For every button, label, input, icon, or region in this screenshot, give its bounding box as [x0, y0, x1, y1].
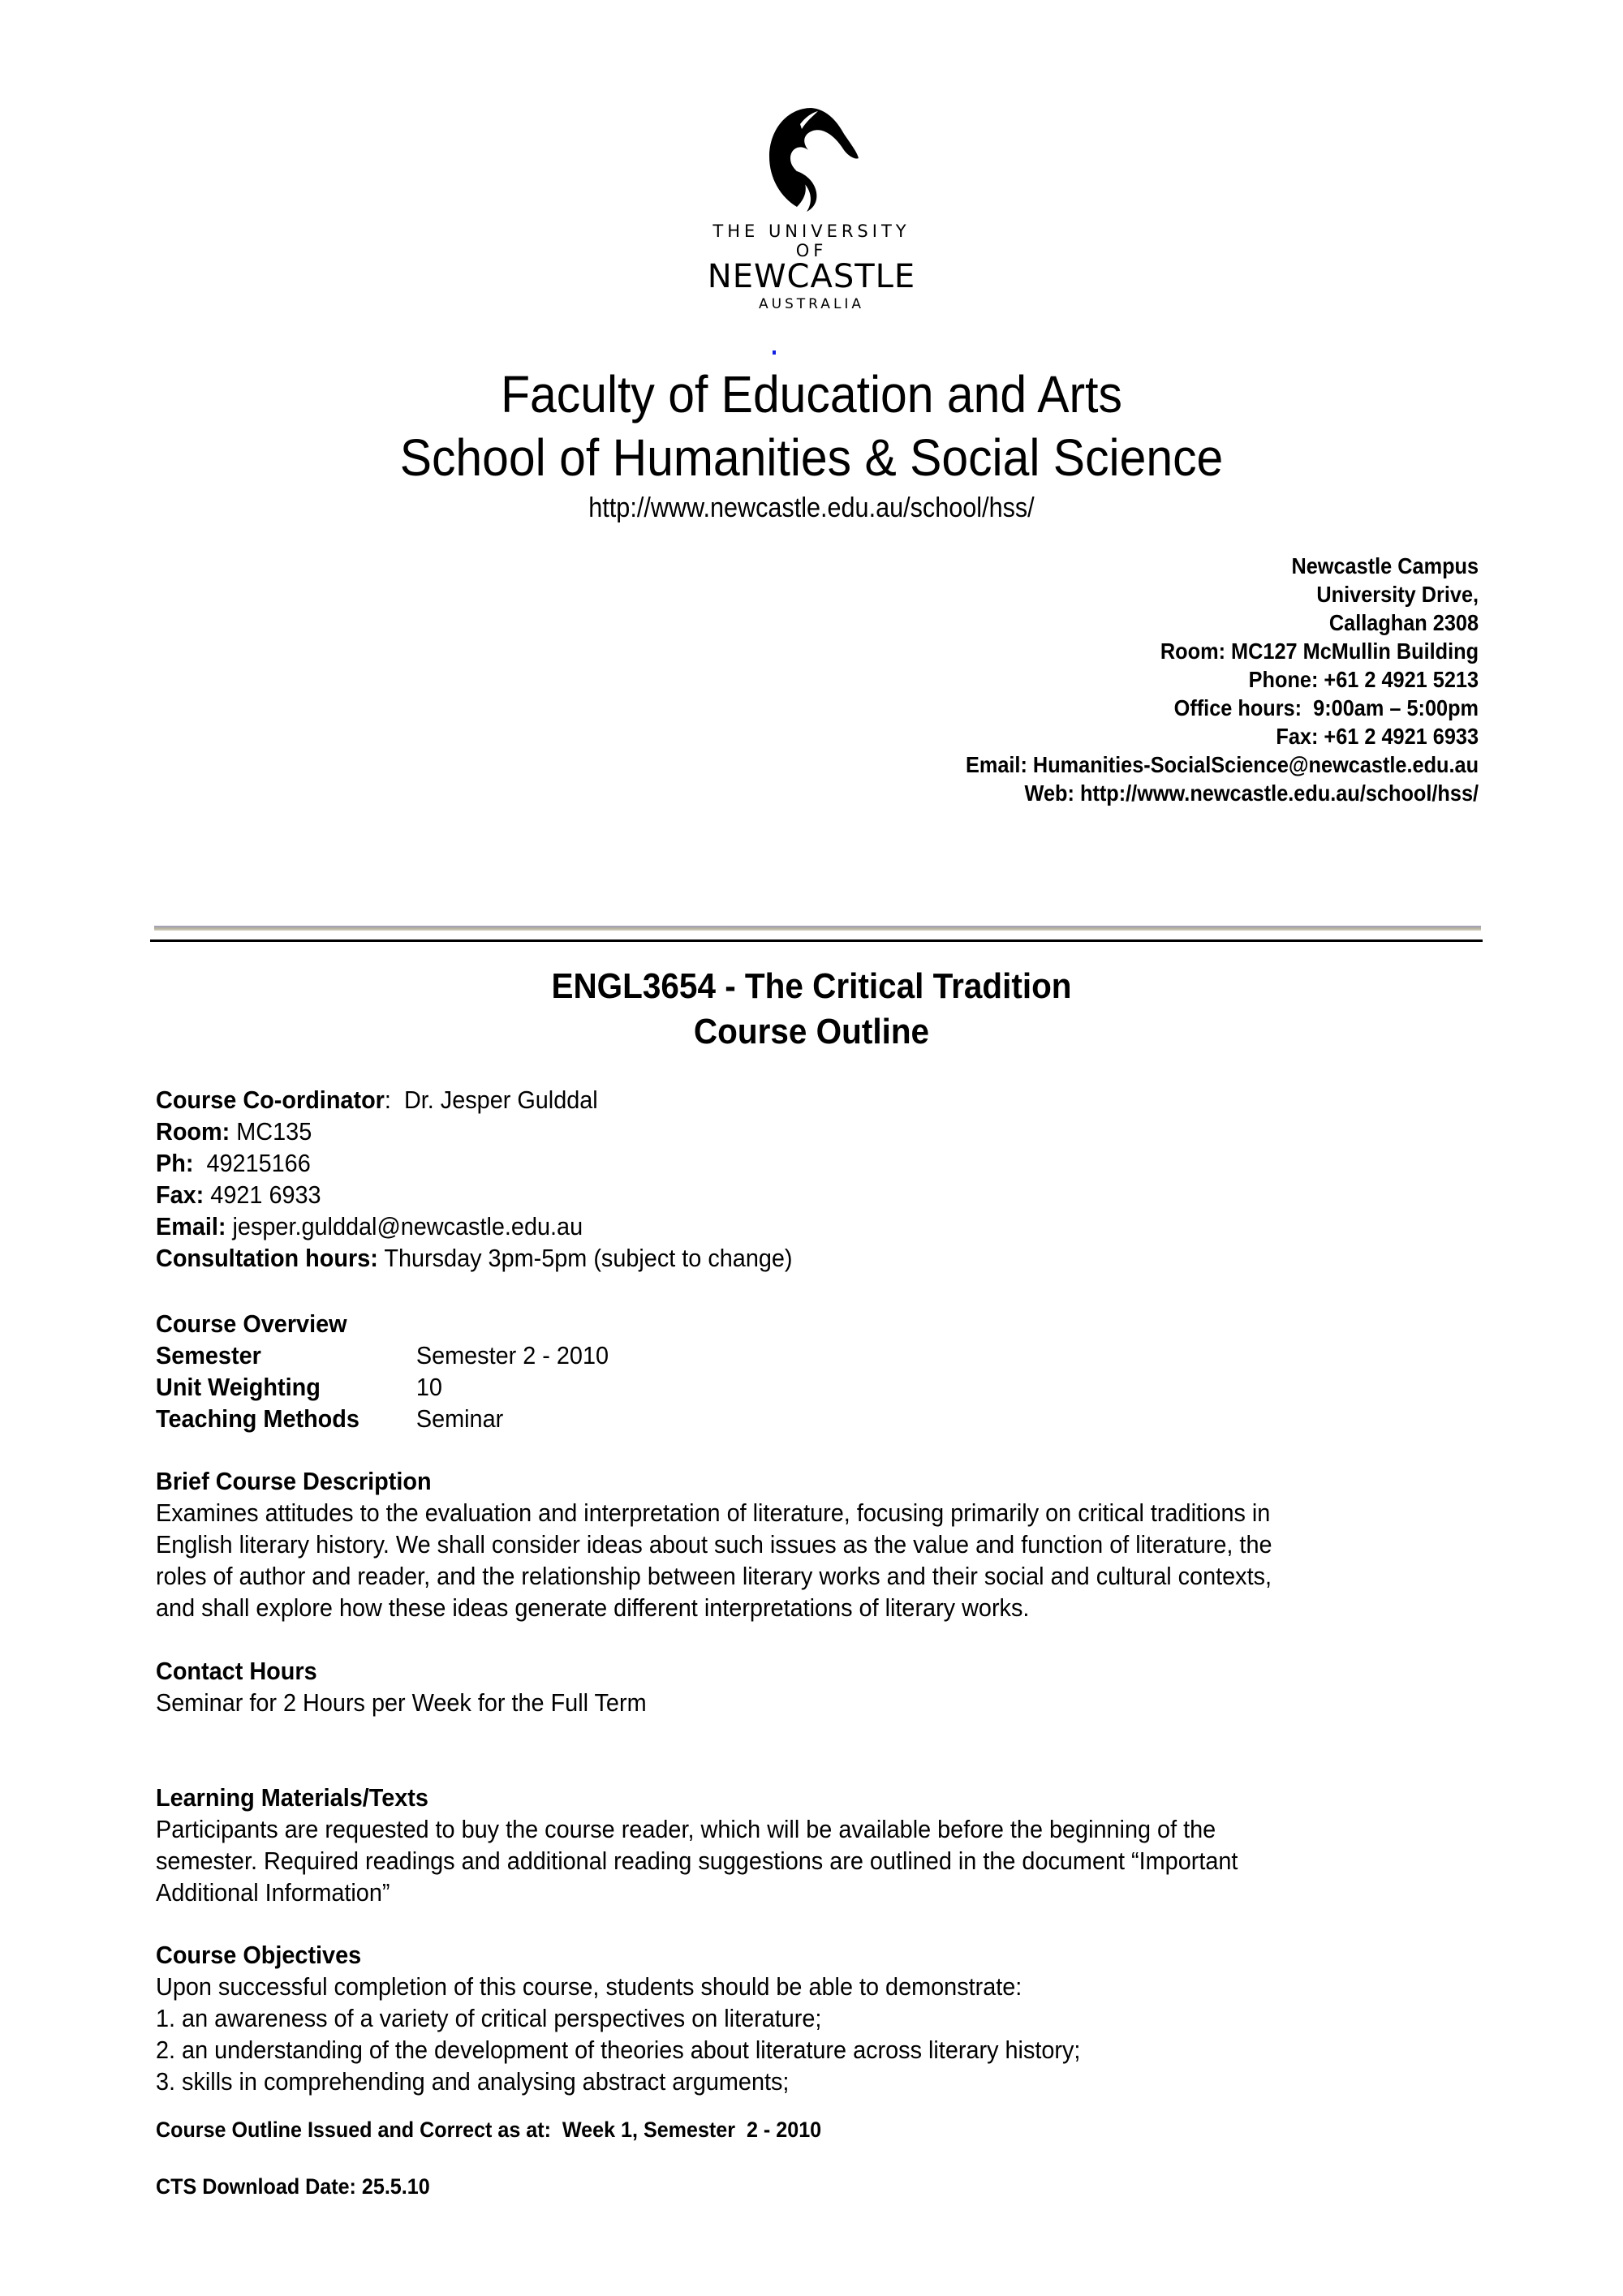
phone-label: Ph:: [156, 1149, 194, 1177]
overview-row: [156, 1403, 609, 1434]
logo-line-3: AUSTRALIA: [758, 296, 865, 312]
fax-value: 4921 6933: [204, 1180, 321, 1209]
room-row: [156, 1116, 793, 1147]
objective-item: 3. skills in comprehending and analysing abstract arguments;: [156, 2067, 790, 2096]
contact-line-street: University Drive,: [1316, 582, 1479, 607]
learning-materials: [156, 1782, 1238, 1908]
school-url[interactable]: http://www.newcastle.edu.au/school/hss/: [588, 492, 1035, 523]
materials-heading: Learning Materials/Texts: [156, 1783, 428, 1812]
stray-mark: [773, 350, 776, 355]
objectives-heading: Course Objectives: [156, 1941, 362, 1969]
course-subtitle: Course Outline: [693, 1012, 930, 1051]
coordinator-value: Dr. Jesper Gulddal: [403, 1086, 598, 1114]
description-line: Examines attitudes to the evaluation and interpretation of literature, focusing primarily on critical traditions in: [156, 1498, 1271, 1527]
objective-item: 1. an awareness of a variety of critical perspectives on literature;: [156, 2004, 822, 2032]
fax-row: [156, 1179, 793, 1210]
issued-statement: Course Outline Issued and Correct as at: Week 1, Semester 2 - 2010: [156, 2118, 822, 2142]
logo-line-2: NEWCASTLE: [707, 258, 916, 295]
coordinator-details: [156, 1084, 793, 1274]
logo-line-1: THE UNIVERSITY OF: [712, 221, 911, 260]
room-value: MC135: [230, 1117, 312, 1146]
contact-line-campus: Newcastle Campus: [1291, 553, 1479, 578]
contact-line-suburb: Callaghan 2308: [1328, 610, 1479, 635]
school-contact-block: [966, 552, 1479, 807]
faculty-title: Faculty of Education and Arts: [501, 365, 1122, 424]
overview-label: Unit Weighting: [156, 1373, 321, 1401]
overview-label: Semester: [156, 1341, 261, 1369]
fax-label: Fax:: [156, 1180, 204, 1209]
overview-value: Semester 2 - 2010: [415, 1341, 609, 1369]
course-title: ENGL3654 - The Critical Tradition: [551, 966, 1072, 1006]
objective-item: 2. an understanding of the development of theories about literature across literary history;: [156, 2036, 1081, 2064]
contact-line-fax: Fax: +61 2 4921 6933: [1276, 724, 1479, 749]
contact-hours: [156, 1655, 647, 1718]
materials-line: semester. Required readings and additional reading suggestions are outlined in the document “Important: [156, 1847, 1238, 1875]
objectives-intro: Upon successful completion of this course, students should be able to demonstrate:: [156, 1972, 1022, 2001]
phone-value: 49215166: [193, 1149, 311, 1177]
contact-line-room: Room: MC127 McMullin Building: [1160, 638, 1479, 664]
description-line: and shall explore how these ideas generate different interpretations of literary works.: [156, 1593, 1030, 1622]
coordinator-label: Course Co-ordinator: [156, 1086, 385, 1114]
consultation-label: Consultation hours:: [156, 1244, 378, 1272]
divider-grey: [154, 926, 1481, 931]
coordinator-row: [156, 1084, 793, 1116]
overview-row: [156, 1371, 609, 1403]
description-line: roles of author and reader, and the relationship between literary works and their social and cultural contexts,: [156, 1562, 1272, 1590]
contact-hours-text: Seminar for 2 Hours per Week for the Full Term: [156, 1688, 647, 1717]
course-overview: [156, 1308, 609, 1434]
overview-row: [156, 1339, 609, 1371]
cts-download-date: CTS Download Date: 25.5.10: [156, 2174, 430, 2199]
materials-line: Participants are requested to buy the course reader, which will be available before the beginning of the: [156, 1815, 1216, 1843]
email-row: [156, 1210, 793, 1242]
consultation-row: [156, 1242, 793, 1274]
overview-value: 10: [415, 1373, 442, 1401]
overview-label: Teaching Methods: [156, 1404, 359, 1433]
materials-line: Additional Information”: [156, 1878, 390, 1907]
contact-line-office-hours: Office hours: 9:00am – 5:00pm: [1173, 695, 1479, 720]
contact-line-email[interactable]: Email: Humanities-SocialScience@newcastle.edu.au: [965, 752, 1479, 777]
divider-black: [150, 939, 1483, 942]
consultation-value: Thursday 3pm-5pm (subject to change): [377, 1244, 793, 1272]
coordinator-sep: :: [384, 1086, 404, 1114]
contact-hours-heading: Contact Hours: [156, 1657, 317, 1685]
school-title: School of Humanities & Social Science: [399, 428, 1224, 487]
contact-line-web[interactable]: Web: http://www.newcastle.edu.au/school/hss/: [1024, 780, 1479, 806]
course-objectives: [156, 1939, 1080, 2097]
description-heading: Brief Course Description: [156, 1467, 432, 1495]
overview-heading: Course Overview: [156, 1309, 347, 1338]
overview-value: Seminar: [415, 1404, 504, 1433]
email-label: Email:: [156, 1212, 226, 1240]
room-label: Room:: [156, 1117, 230, 1146]
email-value[interactable]: jesper.gulddal@newcastle.edu.au: [226, 1212, 583, 1240]
phone-row: [156, 1147, 793, 1179]
horse-head-icon: [755, 101, 868, 215]
course-description: [156, 1465, 1272, 1623]
university-logo: [706, 101, 917, 312]
description-line: English literary history. We shall consider ideas about such issues as the value and function of literature, the: [156, 1530, 1272, 1559]
contact-line-phone: Phone: +61 2 4921 5213: [1248, 667, 1479, 692]
